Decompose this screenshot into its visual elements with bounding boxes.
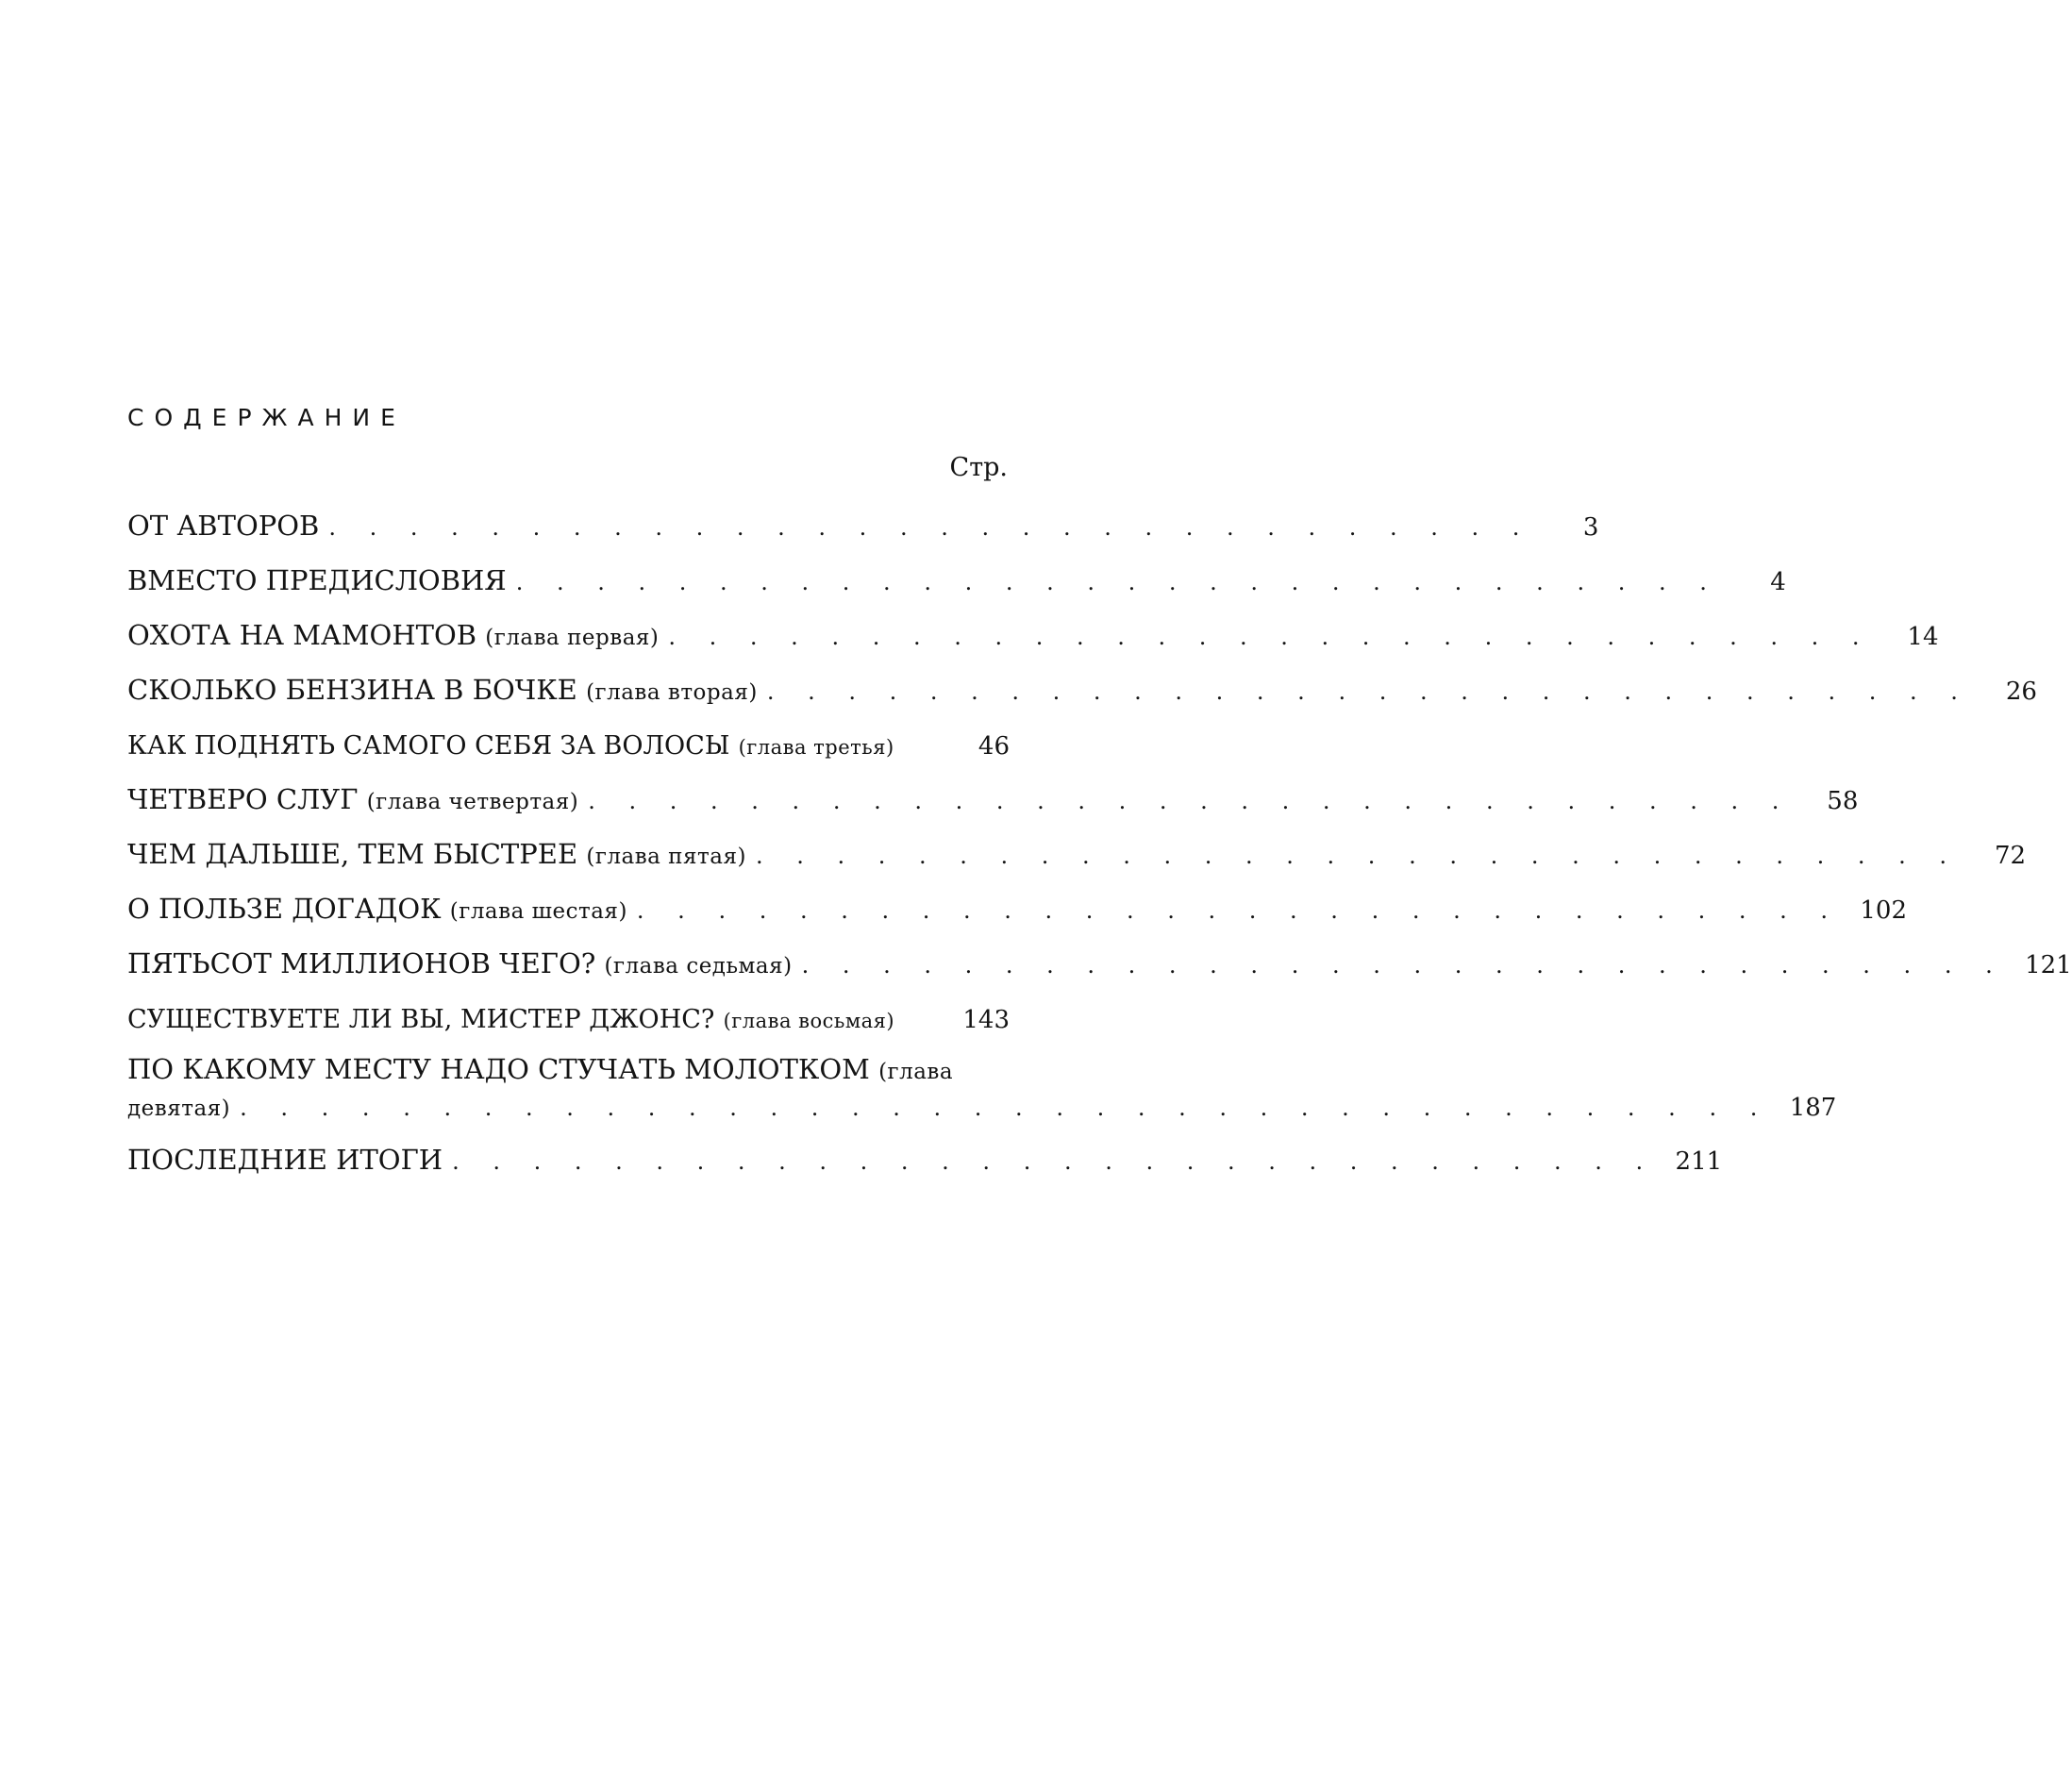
toc-entry xyxy=(127,608,1939,662)
entry-page-number: 211 xyxy=(1675,1147,1723,1176)
entry-chapter: (глава вторая) xyxy=(586,680,758,705)
entry-page-number: 46 xyxy=(978,732,1010,761)
entry-page-number: 143 xyxy=(962,1006,1010,1034)
toc-entry xyxy=(127,1051,1837,1127)
toc-entry xyxy=(127,553,1786,608)
leader-dots: . . . . . . . . . . . . . . . . . . . . . . . . . . . . . . xyxy=(636,897,1842,924)
toc-entry xyxy=(127,772,1859,827)
entry-page-number: 3 xyxy=(1582,513,1599,542)
leader-dots: . . . . . . . . . . . . . . . . . . . . . . . . . . . . . . . . . . . . . . xyxy=(240,1095,1771,1121)
entry-page-number: 58 xyxy=(1827,787,1859,815)
toc-entry xyxy=(127,827,2027,881)
toc-entry xyxy=(127,717,1010,772)
entry-title: СУЩЕСТВУЕТЕ ЛИ ВЫ, МИСТЕР ДЖОНС? xyxy=(127,1005,715,1034)
entry-chapter-part1: (глава xyxy=(878,1060,954,1084)
entry-page-number: 187 xyxy=(1789,1094,1837,1122)
entry-page-number: 121 xyxy=(2025,951,2072,979)
entry-chapter-part2: девятая) xyxy=(127,1096,231,1121)
leader-dots: . . . . . . . . . . . . . . . . . . . . . . . . . . . . . . xyxy=(668,624,1873,650)
entry-title: ПЯТЬСОТ МИЛЛИОНОВ ЧЕГО? xyxy=(127,947,596,979)
toc-heading: СОДЕРЖАНИЕ xyxy=(127,404,406,431)
entry-page-number: 72 xyxy=(1994,842,2027,870)
entry-chapter: (глава первая) xyxy=(485,626,660,650)
entry-chapter: (глава восьмая) xyxy=(723,1010,895,1032)
entry-chapter: (глава четвертая) xyxy=(366,790,579,814)
entry-title: ПО КАКОМУ МЕСТУ НАДО СТУЧАТЬ МОЛОТКОМ xyxy=(127,1053,870,1085)
toc-entry xyxy=(127,881,1908,936)
table-of-contents xyxy=(127,498,2072,1187)
leader-dots: . . . . . . . . . . . . . . . . . . . . . . . . . . . . . . xyxy=(588,788,1793,814)
entry-title: ЧЕМ ДАЛЬШЕ, ТЕМ БЫСТРЕЕ xyxy=(127,838,578,870)
entry-title: СКОЛЬКО БЕНЗИНА В БОЧКЕ xyxy=(127,674,577,706)
toc-entry xyxy=(127,662,2037,717)
entry-title: ВМЕСТО ПРЕДИСЛОВИЯ xyxy=(127,564,507,596)
leader-dots: . . . . . . . . . . . . . . . . . . . . . . . . . . . . . . xyxy=(755,843,1961,869)
toc-entry xyxy=(127,991,1010,1046)
entry-title: КАК ПОДНЯТЬ САМОГО СЕБЯ ЗА ВОЛОСЫ xyxy=(127,731,730,761)
entry-title: ЧЕТВЕРО СЛУГ xyxy=(127,783,359,815)
entry-chapter: (глава третья) xyxy=(738,736,894,759)
entry-title: О ПОЛЬЗЕ ДОГАДОК xyxy=(127,893,442,925)
leader-dots: . . . . . . . . . . . . . . . . . . . . . . . . . . . . . . xyxy=(515,569,1720,595)
entry-chapter: (глава пятая) xyxy=(586,845,746,869)
toc-entry xyxy=(127,936,2072,991)
entry-page-number: 4 xyxy=(1770,568,1786,596)
entry-title: ОТ АВТОРОВ xyxy=(127,510,320,542)
leader-dots: . . . . . . . . . . . . . . . . . . . . . . . . . . . . . . xyxy=(766,678,1971,705)
entry-page-number: 102 xyxy=(1860,896,1908,925)
leader-dots: . . . . . . . . . . . . . . . . . . . . . . . . . . . . . . xyxy=(452,1148,1657,1175)
entry-page-number: 14 xyxy=(1907,623,1939,651)
toc-entry xyxy=(127,498,1599,553)
entry-chapter: (глава седьмая) xyxy=(604,954,793,979)
page-column-label: Стр. xyxy=(949,453,1008,482)
entry-page-number: 26 xyxy=(2005,678,2037,706)
leader-dots: . . . . . . . . . . . . . . . . . . . . . . . . . . . . . . xyxy=(801,952,2006,979)
toc-entry xyxy=(127,1132,1723,1187)
entry-title: ПОСЛЕДНИЕ ИТОГИ xyxy=(127,1144,443,1176)
entry-title: ОХОТА НА МАМОНТОВ xyxy=(127,619,477,651)
entry-chapter: (глава шестая) xyxy=(449,899,627,924)
leader-dots: . . . . . . . . . . . . . . . . . . . . . . . . . . . . . . xyxy=(328,514,1533,541)
